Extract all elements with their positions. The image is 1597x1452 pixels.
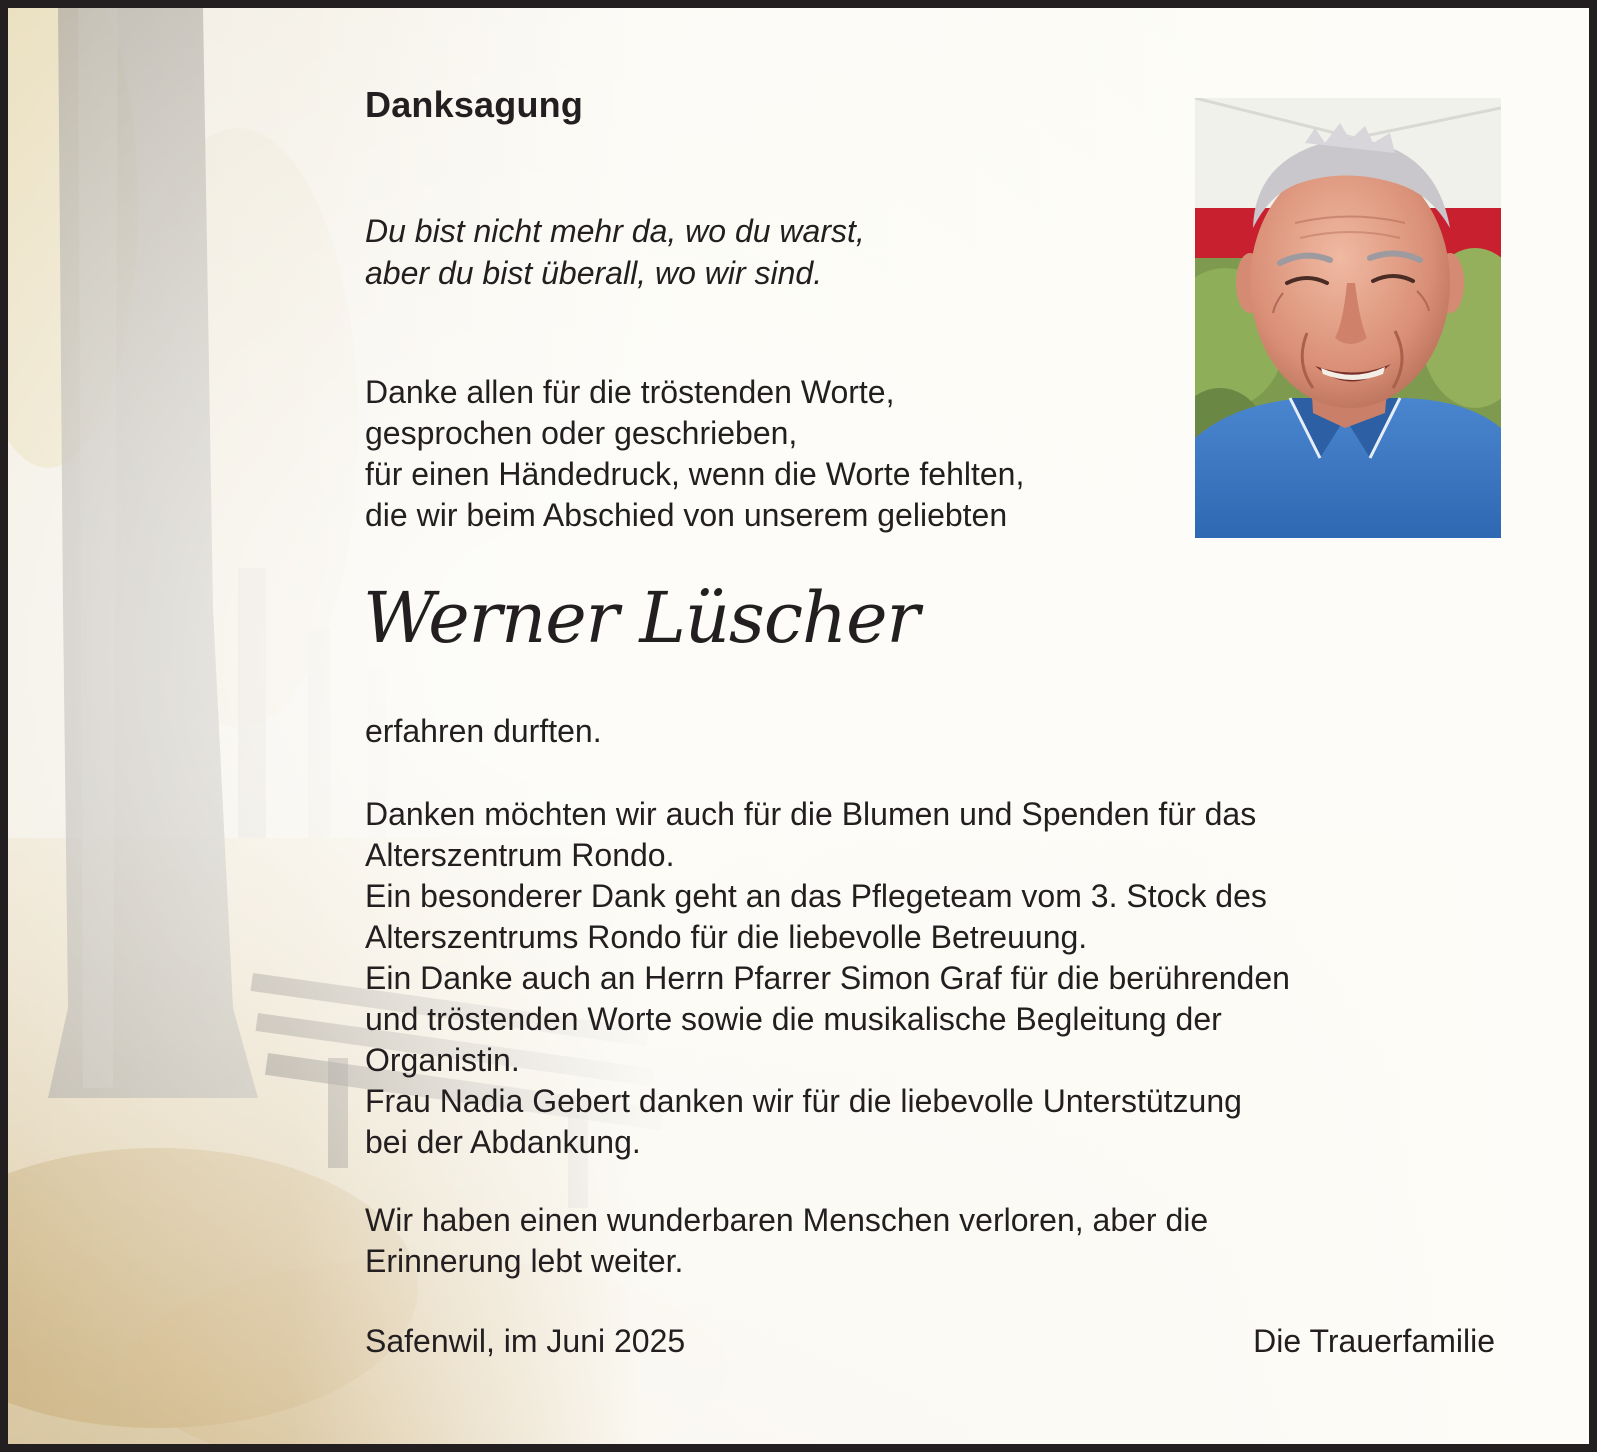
place-and-date: Safenwil, im Juni 2025 xyxy=(365,1323,686,1359)
thanks-intro xyxy=(365,372,1024,536)
text-line: Organistin. xyxy=(365,1042,520,1078)
motto-quote xyxy=(365,210,865,294)
deceased-name: Werner Lüscher xyxy=(363,577,920,659)
text-line: für einen Händedruck, wenn die Worte fehlten, xyxy=(365,456,1025,492)
text-line: gesprochen oder geschrieben, xyxy=(365,415,798,451)
thanks-body xyxy=(365,794,1290,1163)
text-line: Ein Danke auch an Herrn Pfarrer Simon Graf für die berührenden xyxy=(365,960,1290,996)
text-line: Danken möchten wir auch für die Blumen und Spenden für das xyxy=(365,796,1257,832)
text-line: Frau Nadia Gebert danken wir für die liebevolle Unterstützung xyxy=(365,1083,1242,1119)
text-line: Erinnerung lebt weiter. xyxy=(365,1243,684,1279)
motto-line: Du bist nicht mehr da, wo du warst, xyxy=(365,213,865,249)
text-line: Alterszentrum Rondo. xyxy=(365,837,675,873)
text-line: Alterszentrums Rondo für die liebevolle Betreuung. xyxy=(365,919,1088,955)
motto-line: aber du bist überall, wo wir sind. xyxy=(365,255,823,291)
signature: Die Trauerfamilie xyxy=(1253,1323,1495,1359)
text-line: die wir beim Abschied von unserem geliebten xyxy=(365,497,1008,533)
portrait-photo xyxy=(1195,98,1501,538)
text-line: Ein besonderer Dank geht an das Pflegeteam vom 3. Stock des xyxy=(365,878,1267,914)
after-name-text: erfahren durften. xyxy=(365,713,602,749)
text-line: Danke allen für die tröstenden Worte, xyxy=(365,374,895,410)
text-line: und tröstenden Worte sowie die musikalische Begleitung der xyxy=(365,1001,1222,1037)
notice-heading: Danksagung xyxy=(365,84,584,125)
closing-text xyxy=(365,1200,1208,1282)
text-line: bei der Abdankung. xyxy=(365,1124,641,1160)
text-line: Wir haben einen wunderbaren Menschen verloren, aber die xyxy=(365,1202,1209,1238)
